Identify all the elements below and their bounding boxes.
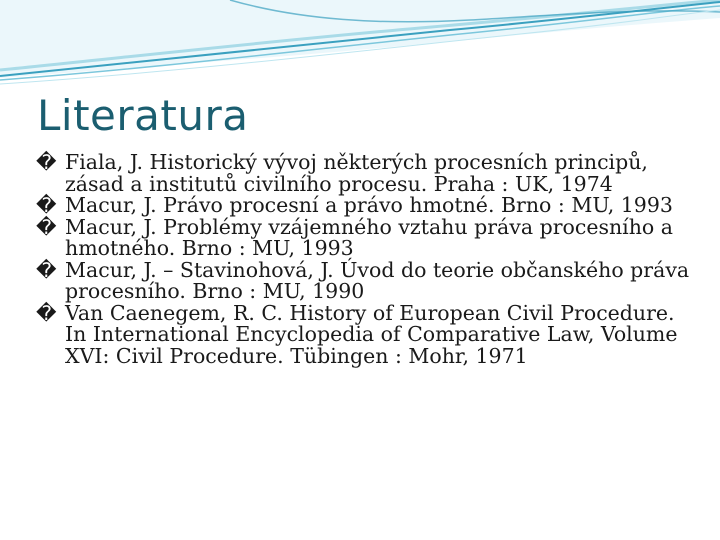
reference-text: Macur, J. Právo procesní a právo hmotné. Brno : MU, 1993: [65, 193, 673, 217]
bullet-icon: �: [36, 214, 57, 239]
reference-text: Van Caenegem, R. C. History of European Civil Procedure. In International Encyclopedia of Comparative Law, Volume XVI: Civil Procedure. Tübingen : Mohr, 1971: [65, 300, 678, 368]
reference-item: [36, 257, 696, 303]
bullet-icon: �: [36, 257, 57, 282]
bullet-icon: �: [36, 300, 57, 325]
reference-list: [36, 152, 696, 367]
bullet-icon: �: [36, 193, 57, 217]
header-wave-decoration: [0, 0, 720, 90]
slide-title: Literatura: [37, 91, 249, 140]
reference-item: [36, 152, 696, 195]
reference-text: Macur, J. Problémy vzájemného vztahu práva procesního a hmotného. Brno : MU, 1993: [65, 214, 674, 260]
reference-text: Fiala, J. Historický vývoj některých procesních principů, zásad a institutů civilního procesu. Praha : UK, 1974: [65, 150, 648, 196]
reference-text: Macur, J. – Stavinohová, J. Úvod do teorie občanského práva procesního. Brno : MU, 1990: [65, 257, 690, 303]
bullet-icon: �: [36, 150, 57, 174]
reference-item: [36, 214, 696, 260]
reference-item: [36, 300, 696, 368]
reference-item: [36, 195, 696, 217]
